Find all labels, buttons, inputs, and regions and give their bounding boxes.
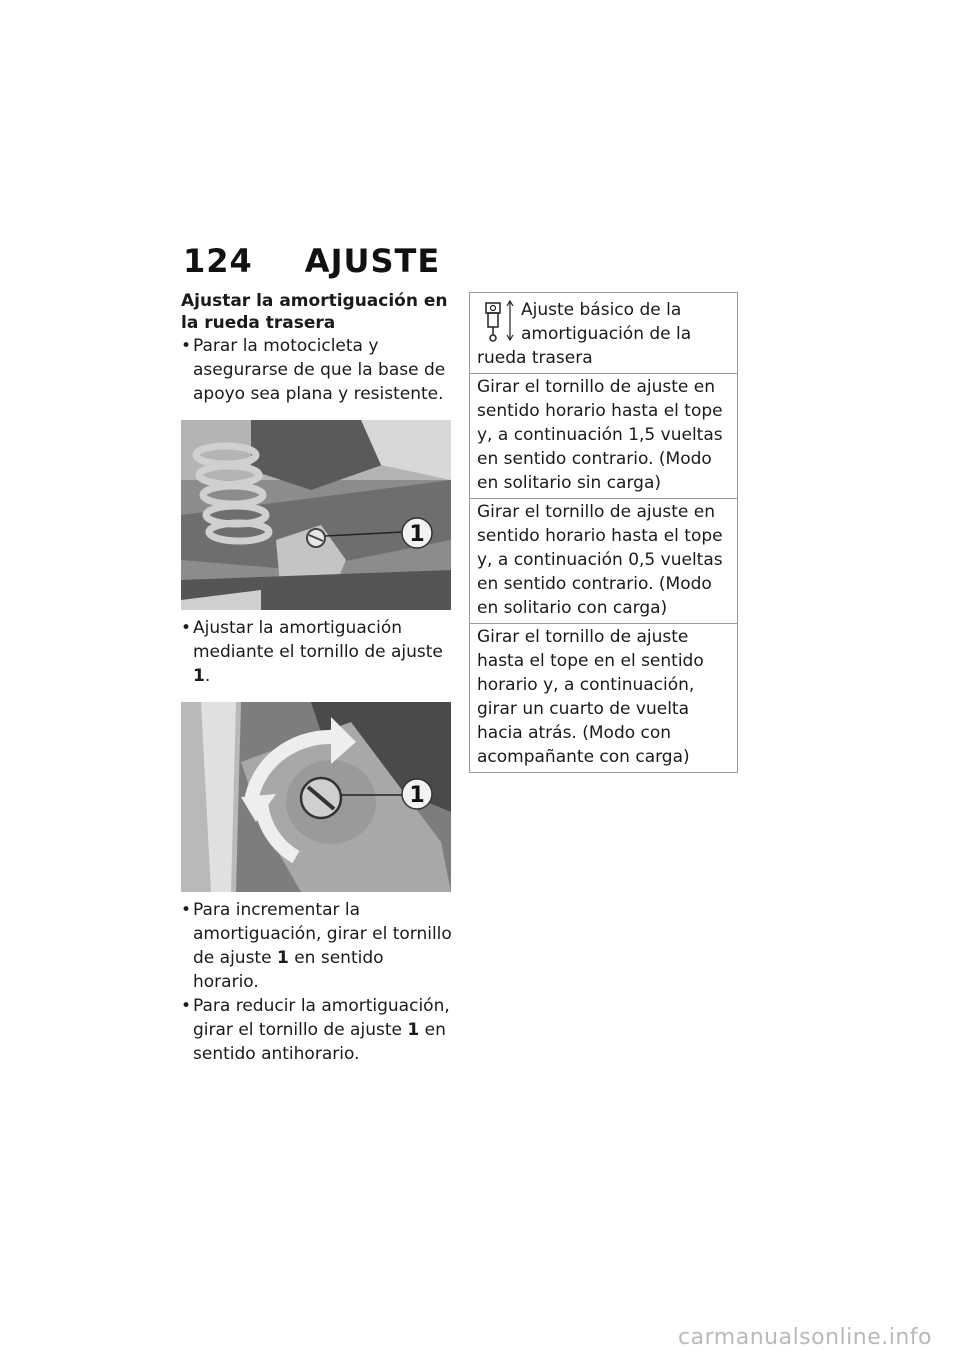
- table-row: Girar el tornillo de ajuste en sentido horario hasta el tope y, a continuación 1,5 vueltas en sentido contrario. (Modo en solitario sin carga): [470, 373, 737, 498]
- watermark: carmanualsonline.info: [678, 1325, 932, 1350]
- page-header: [183, 242, 440, 280]
- bullet-item: • Parar la motocicleta y asegurarse de que la base de apoyo sea plana y resistente.: [181, 334, 453, 406]
- callout-label-1: 1: [409, 783, 425, 808]
- bullet-item: • Para reducir la amortiguación, girar el tornillo de ajuste 1 en sentido antihorario.: [181, 994, 453, 1066]
- table-header-row: [470, 293, 737, 373]
- table-row: Girar el tornillo de ajuste hasta el tope en el sentido horario y, a continuación, girar un cuarto de vuelta hacia atrás. (Modo con acompañante con carga): [470, 623, 737, 772]
- left-column: [181, 290, 453, 1066]
- page-number: 124: [183, 242, 253, 280]
- table-header-line-2: rueda trasera: [477, 348, 593, 368]
- callout-label-1: 1: [409, 522, 425, 547]
- chapter-title: AJUSTE: [304, 242, 441, 280]
- settings-table: [469, 292, 738, 773]
- shock-absorber-icon: [482, 299, 518, 343]
- adjuster-photo-illustration: [181, 702, 451, 892]
- adjuster-screw-photo: [181, 702, 451, 892]
- table-row: Girar el tornillo de ajuste en sentido horario hasta el tope y, a continuación 0,5 vueltas en sentido contrario. (Modo en solitario con carga): [470, 498, 737, 623]
- table-header-line-1: Ajuste básico de la amortiguación de la: [521, 300, 692, 344]
- section-title: Ajustar la amortiguación en la rueda trasera: [181, 291, 448, 333]
- bullet-item: • Para incrementar la amortiguación, girar el tornillo de ajuste 1 en sentido horario.: [181, 898, 453, 994]
- shock-photo-illustration: [181, 420, 451, 610]
- bullet-item: • Ajustar la amortiguación mediante el tornillo de ajuste 1.: [181, 616, 453, 688]
- shock-absorber-photo: [181, 420, 451, 610]
